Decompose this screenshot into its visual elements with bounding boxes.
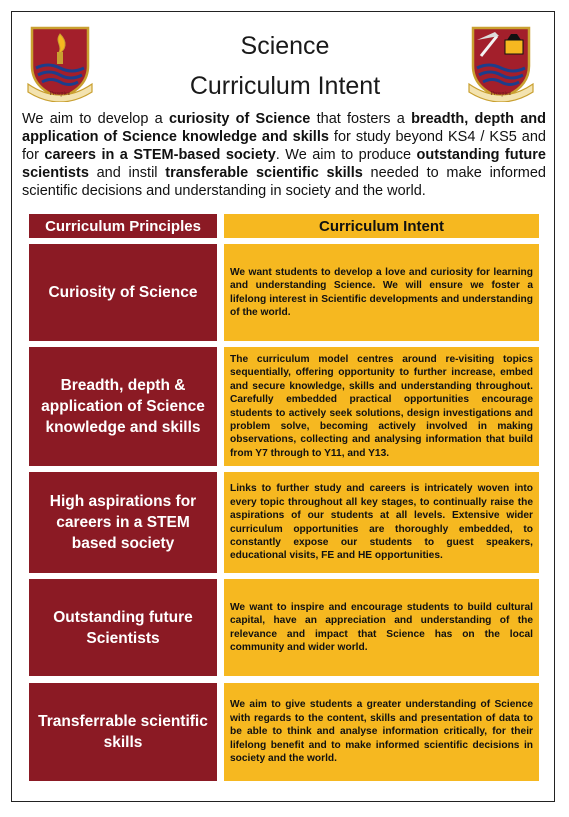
- intro-segment: We aim to develop a: [22, 111, 169, 127]
- intro-segment: needed to make informed scientific decisions and understanding in society and the world.: [22, 165, 546, 199]
- intent-curiosity: We want students to develop a love and curiosity for learning and understanding Science. We will ensure we foster a lifelong interest in Scientific developments and understanding of the world.: [224, 244, 539, 341]
- intro-segment: that fosters a: [310, 111, 412, 127]
- header-curriculum-intent: Curriculum Intent: [224, 214, 539, 238]
- page-title-line-2: Curriculum Intent: [189, 72, 381, 100]
- intro-paragraph: [22, 110, 546, 200]
- header-curriculum-principles: Curriculum Principles: [29, 214, 217, 238]
- intent-high-aspirations: Links to further study and careers is intricately woven into every topic throughout all key stages, to continually raise the aspirations of our students at all levels. Extensive wider curriculum opportunities are thoroughly embedded, to constantly expose our students to guest speakers, educational visits, FE and HE opportunities.: [224, 472, 539, 573]
- principle-curiosity: Curiosity of Science: [29, 244, 217, 341]
- intro-segment: for study beyond KS4 / KS5 and for: [22, 129, 546, 163]
- intent-outstanding-scientists: We want to inspire and encourage students to build cultural capital, have an appreciation and understanding of the relevance and impact that Science has on the local community and wider world.: [224, 579, 539, 676]
- intro-segment: curiosity of Science: [168, 111, 311, 127]
- intent-breadth-depth: The curriculum model centres around re-visiting topics sequentially, offering opportunity to further increase, embed and secure knowledge, skills and understanding throughout. Carefully embedded practical opportunities encourage students to actively seek solutions, design investigations and problem solve, becoming actively involved in making observations, collecting and analysing information that build from Y7 through to Y11, and Y13.: [224, 347, 539, 466]
- intro-segment: outstanding future scientists: [22, 147, 546, 181]
- intro-segment: breadth, depth and application of Science knowledge and skills: [22, 111, 546, 145]
- crest-motto-left: Prospice: [49, 91, 71, 97]
- school-crest-miner-icon: [465, 22, 537, 102]
- intro-segment: careers in a STEM-based society: [44, 147, 276, 163]
- intro-segment: and instil: [88, 165, 166, 181]
- crest-motto-right: Prospice: [490, 91, 512, 97]
- intent-transferrable-skills: We aim to give students a greater understanding of Science with regards to the content, skills and presentation of data to be able to think and analyse information critically, for their lifelong benefit and to make informed scientific decisions in society and the world.: [224, 683, 539, 781]
- page-title-line-1: Science: [240, 32, 330, 60]
- principle-breadth-depth: Breadth, depth & application of Science knowledge and skills: [29, 347, 217, 466]
- principle-high-aspirations: High aspirations for careers in a STEM based society: [29, 472, 217, 573]
- intro-segment: transferable scientific skills: [165, 165, 363, 181]
- principle-outstanding-scientists: Outstanding future Scientists: [29, 579, 217, 676]
- principle-transferrable-skills: Transferrable scientific skills: [29, 683, 217, 781]
- intro-segment: . We aim to produce: [275, 147, 417, 163]
- school-crest-flame-icon: [24, 22, 96, 102]
